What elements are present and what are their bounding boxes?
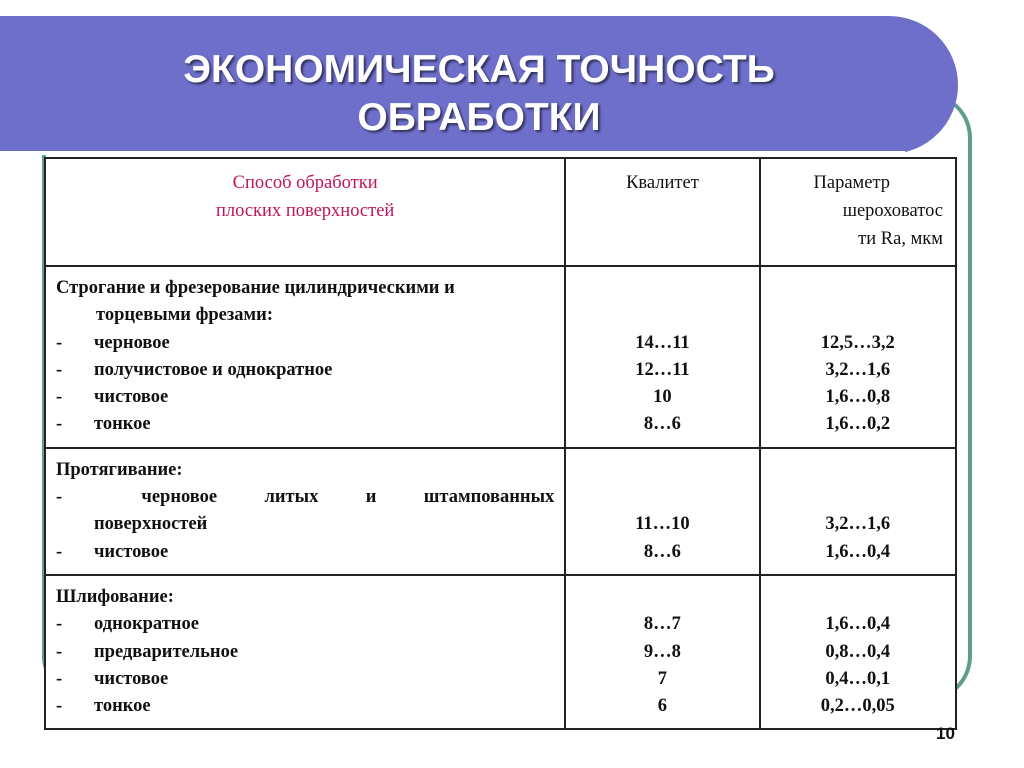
list-item	[56, 411, 554, 438]
item-label: чистовое	[94, 387, 169, 408]
section-title: Строгание и фрезерование цилиндрическими и	[56, 278, 455, 298]
roughness-value: 0,4…0,1	[825, 668, 891, 689]
dash-marker: -	[56, 387, 63, 408]
dash-marker: -	[56, 332, 63, 353]
dash-marker: -	[56, 359, 63, 380]
grade-value: 11…10	[635, 514, 690, 535]
item-label: чистовое	[94, 668, 169, 689]
item-label-cont: поверхностей	[94, 514, 208, 535]
item-label: однократное	[94, 614, 199, 635]
roughness-value: 1,6…0,8	[825, 387, 891, 408]
list-item	[56, 693, 554, 720]
slide-title	[0, 46, 958, 142]
grade-value: 8…7	[643, 614, 681, 635]
grade-value: 8…6	[643, 414, 681, 435]
title-line-2: ОБРАБОТКИ	[357, 96, 601, 139]
item-word: черновое	[141, 487, 218, 508]
list-item	[56, 611, 554, 638]
dash-marker: -	[56, 696, 63, 717]
section-title-cont: торцевыми фрезами:	[96, 305, 273, 326]
header-method-line2: плоских поверхностей	[216, 201, 395, 221]
item-word: литых	[264, 487, 319, 508]
item-label: получистовое и однократное	[94, 359, 333, 380]
item-label: тонкое	[94, 696, 151, 717]
list-item	[56, 539, 554, 566]
header-roughness	[760, 158, 956, 266]
section-title: Шлифование:	[56, 586, 174, 607]
table-header-row	[45, 158, 956, 266]
item-label: черновое	[94, 332, 170, 353]
grade-cell	[565, 448, 759, 575]
section-planing-milling	[45, 266, 565, 448]
grade-cell	[565, 575, 759, 729]
dash-marker: -	[56, 541, 63, 562]
roughness-value: 3,2…1,6	[825, 514, 891, 535]
item-label: предварительное	[94, 641, 239, 662]
item-label: чистовое	[94, 541, 169, 562]
dash-marker: -	[56, 614, 63, 635]
header-rough-line3: ти Ra, мкм	[858, 229, 943, 249]
grade-value: 12…11	[635, 359, 690, 380]
header-method	[45, 158, 565, 266]
roughness-value: 0,8…0,4	[825, 641, 891, 662]
list-item	[56, 384, 554, 411]
roughness-cell	[760, 575, 956, 729]
dash-marker: -	[56, 487, 63, 508]
header-rough-line1: Параметр	[813, 173, 891, 193]
list-item	[56, 357, 554, 384]
roughness-value: 1,6…0,2	[825, 414, 891, 435]
header-method-line1: Способ обработки	[232, 173, 378, 193]
grade-value: 7	[657, 668, 668, 689]
table-row	[45, 575, 956, 729]
grade-value: 14…11	[635, 332, 690, 353]
roughness-value: 12,5…3,2	[820, 332, 895, 353]
precision-table	[44, 157, 957, 730]
list-item	[56, 484, 554, 511]
item-word: и	[365, 487, 377, 508]
title-line-1: ЭКОНОМИЧЕСКАЯ ТОЧНОСТЬ	[183, 48, 775, 91]
table-row	[45, 448, 956, 575]
list-item	[56, 666, 554, 693]
grade-value: 8…6	[643, 541, 681, 562]
section-grinding	[45, 575, 565, 729]
item-word: штампованных	[423, 487, 555, 508]
dash-marker: -	[56, 414, 63, 435]
roughness-value: 1,6…0,4	[825, 541, 891, 562]
grade-value: 6	[657, 696, 668, 717]
header-grade-text: Квалитет	[626, 173, 699, 193]
section-broaching	[45, 448, 565, 575]
grade-value: 9…8	[643, 641, 681, 662]
grade-cell	[565, 266, 759, 448]
title-banner	[0, 16, 958, 154]
roughness-cell	[760, 448, 956, 575]
grade-value: 10	[653, 387, 672, 408]
section-title: Протягивание:	[56, 459, 183, 480]
header-rough-line2: шероховатос	[842, 201, 943, 221]
list-item	[56, 330, 554, 357]
table-row	[45, 266, 956, 448]
list-item	[56, 639, 554, 666]
roughness-value: 1,6…0,4	[825, 614, 891, 635]
roughness-value: 0,2…0,05	[820, 696, 895, 717]
item-label: тонкое	[94, 414, 151, 435]
page-number: 10	[936, 724, 955, 743]
roughness-cell	[760, 266, 956, 448]
dash-marker: -	[56, 668, 63, 689]
roughness-value: 3,2…1,6	[825, 359, 891, 380]
banner-underline	[0, 151, 905, 155]
dash-marker: -	[56, 641, 63, 662]
header-grade	[565, 158, 759, 266]
